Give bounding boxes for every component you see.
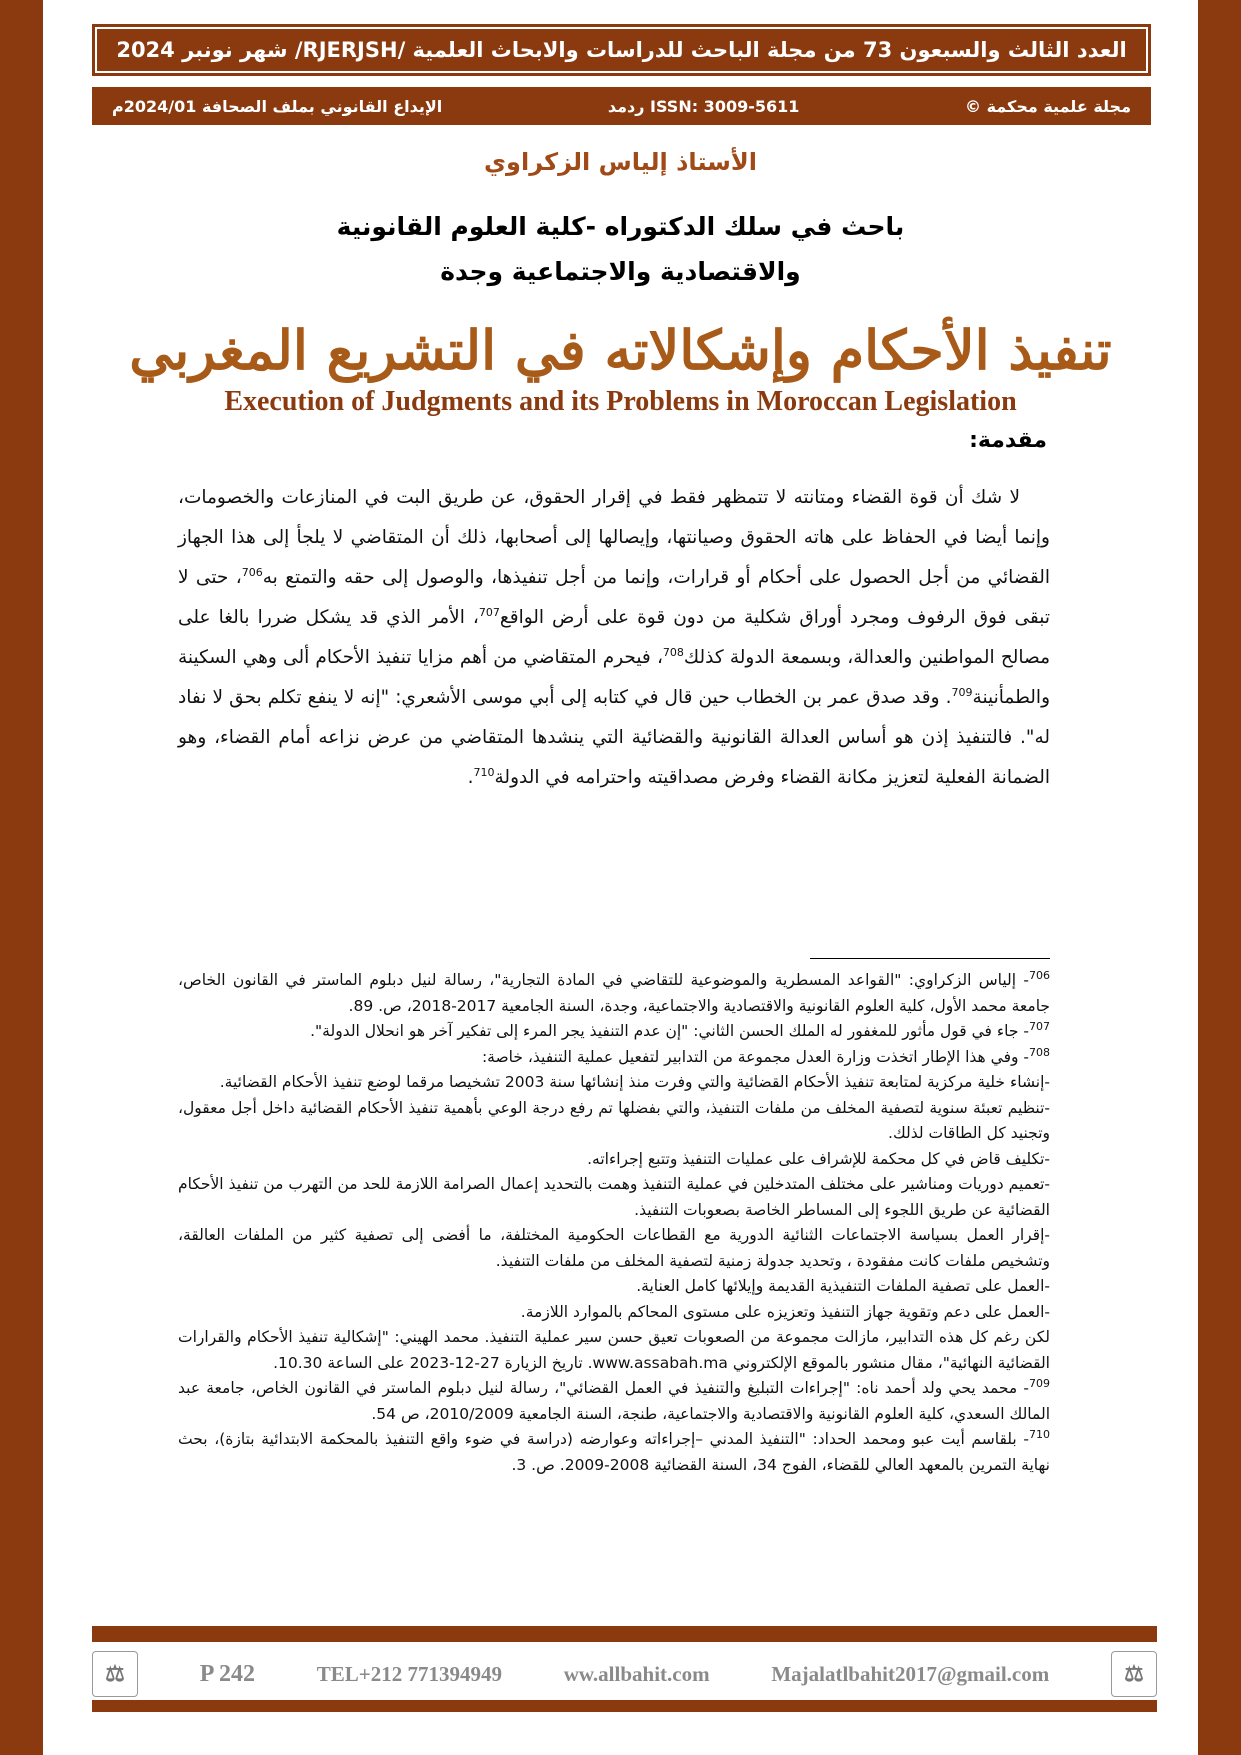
footer-email[interactable]: Majalatlbahit2017@gmail.com [771, 1661, 1050, 1686]
journal-subheader [92, 87, 1151, 125]
page-footer [92, 1656, 1157, 1692]
footnote-item: -العمل على تصفية الملفات التنفيذية القديمة وإيلائها كامل العناية. [636, 1277, 1050, 1295]
article-title-arabic: تنفيذ الأحكام وإشكالاته في التشريع المغربي [129, 318, 1112, 382]
legal-deposit: الإيداع القانوني بملف الصحافة 2024/01م [112, 96, 443, 116]
footnote-ref[interactable]: 707 [478, 605, 500, 619]
footer-website[interactable]: ww.allbahit.com [563, 1661, 710, 1686]
footnote-divider [810, 958, 1050, 959]
footnote-item: لكن رغم كل هذه التدابير، مازالت مجموعة من الصعوبات تعيق حسن سير عملية التنفيذ. محمد الهيني: "إشكالية تنفيذ الأحكام والقرارات القضائية النهائية"، مقال منشور بالموقع الإلكتروني www.assabah.ma. تاريخ الزيارة 27-12-2023 على الساعة 10.30. [178, 1328, 1050, 1372]
journal-issue-line: العدد الثالث والسبعون 73 من مجلة الباحث للدراسات والابحاث العلمية /RJERJSH/ شهر نونبر 2024 [116, 38, 1127, 62]
footnote-ref[interactable]: 709 [951, 685, 973, 699]
footnote-706: $^{706}$- إلياس الزكراوي: "القواعد المسطرية والموضوعية للتقاضي في المادة التجارية"، رسالة لنيل دبلوم الماستر في القانون الخاص، جامعة محمد الأول، كلية العلوم القانونية والاقتصادية والاجتماعية، وجدة، السنة الجامعية 2017-2018، ص. 89. [178, 968, 1050, 1015]
article-title-english: Execution of Judgments and its Problems in Moroccan Legislation [224, 386, 1017, 417]
footnote-ref[interactable]: 708 [662, 645, 684, 659]
issn: ردمد ISSN: 3009-5611 [607, 96, 800, 116]
footnote-ref[interactable]: 710 [473, 765, 495, 779]
footnote-item: -تكليف قاض في كل محكمة للإشراف على عمليات التنفيذ وتتبع إجراءاته. [587, 1149, 1050, 1168]
journal-emblem-icon: ⚖ [1111, 1651, 1157, 1697]
footnote-ref[interactable]: 706 [241, 565, 263, 579]
footnote-item: -إقرار العمل بسياسة الاجتماعات الثنائية الدورية مع القطاعات الحكومية المختلفة، ما أفضى إلى تصفية كثير من الملفات العالقة، وتشخيص ملفات كانت مفقودة ، وتحديد جدولة زمنية لتصفية المخلف من ملفات التنفيذ. [178, 1226, 1050, 1270]
footnote-710: $^{710}$- بلقاسم أيت عبو ومحمد الحداد: "التنفيذ المدني –إجراءاته وعوارضه (دراسة في ضوء واقع التنفيذ بالمحكمة الابتدائية بتازة)، بحث نهاية التمرين بالمعهد العالي للقضاء، الفوج 34، السنة القضائية 2008-2009. ص. 3. [178, 1427, 1050, 1474]
footnote-item: -إنشاء خلية مركزية لمتابعة تنفيذ الأحكام القضائية والتي وفرت منذ إنشائها سنة 2003 تشخيصا مرقما لوضع تنفيذ الأحكام القضائية. [219, 1073, 1050, 1091]
affiliation-line: والاقتصادية والاجتماعية وجدة [440, 257, 801, 286]
affiliation-line: باحث في سلك الدكتوراه -كلية العلوم القانونية [336, 212, 905, 241]
page-number: P 242 [199, 1660, 256, 1687]
footer-phone: TEL+212 771394949 [316, 1661, 503, 1686]
footnote-709: $^{709}$- محمد يحي ولد أحمد ناه: "إجراءات التبليغ والتنفيذ في العمل القضائي"، رسالة لنيل دبلوم الماستر في القانون الخاص، جامعة عبد المالك السعدي، كلية العلوم القانونية والاقتصادية والاجتماعية، طنجة، السنة الجامعية 2010/2009، ص 54. [178, 1376, 1050, 1423]
footnotes [178, 968, 1050, 1478]
footer-bar [92, 1700, 1157, 1712]
right-border-bar [1198, 0, 1241, 1755]
author-name: الأستاذ إلياس الزكراوي [484, 148, 757, 176]
intro-heading: مقدمة: [969, 428, 1047, 453]
intro-paragraph: لا شك أن قوة القضاء ومتانته لا تتمظهر فقط في إقرار الحقوق، عن طريق البت في المنازعات والخصومات، وإنما أيضا في الحفاظ على هاته الحقوق وصيانتها، وإيصالها إلى أصحابها، ذلك أن المتقاضي لا يلجأ إلى هذا الجهاز القضائي من أجل الحصول على أحكام أو قرارات، وإنما من أجل تنفيذها، والوصول إلى حقه والتمتع به$^{706}$، حتى لا تبقى فوق الرفوف ومجرد أوراق شكلية من دون قوة على أرض الواقع$^{707}$، الأمر الذي قد يشكل ضررا بالغا على مصالح المواطنين والعدالة، وبسمعة الدولة كذلك$^{708}$، فيحرم المتقاضي من أهم مزايا تنفيذ الأحكام ألى وهي السكينة والطمأنينة$^{709}$. وقد صدق عمر بن الخطاب حين قال في كتابه إلى أبي موسى الأشعري: "إنه لا ينفع تكلم بحق لا نفاد له". فالتنفيذ إذن هو أساس العدالة القانونية والقضائية التي ينشدها المتقاضي من عرض نزاعه أمام القضاء، وهو الضمانة الفعلية لتعزيز مكانة القضاء وفرض مصداقيته واحترامه في الدولة$^{710}$. [178, 487, 1051, 788]
footnote-item: -تنظيم تعبئة سنوية لتصفية المخلف من ملفات التنفيذ، والتي بفضلها تم رفع درجة الوعي بأهمية تنفيذ الأحكام القضائية داخل أجل معقول، وتجنيد كل الطاقات لذلك. [178, 1098, 1050, 1142]
footnote-707: $^{707}$- جاء في قول مأثور للمغفور له الملك الحسن الثاني: "إن عدم التنفيذ يجر المرء إلى تفكير آخر هو انحلال الدولة". [310, 1019, 1050, 1040]
footnote-item: -تعميم دوريات ومناشير على مختلف المتدخلين في عملية التنفيذ وهمت بالتحديد إعمال الصرامة اللازمة للحد من التهرب من تنفيذ الأحكام القضائية عن طريق اللجوء إلى المساطر الخاصة بصعوبات التنفيذ. [178, 1175, 1050, 1219]
left-border-bar [0, 0, 43, 1755]
author-affiliation [250, 204, 991, 294]
footnote-item: -العمل على دعم وتقوية جهاز التنفيذ وتعزيزه على مستوى المحاكم بالموارد اللازمة. [520, 1302, 1050, 1321]
journal-header [92, 24, 1151, 76]
journal-label: مجلة علمية محكمة © [965, 96, 1131, 116]
footnote-708: $^{708}$- وفي هذا الإطار اتخذت وزارة العدل مجموعة من التدابير لتفعيل عملية التنفيذ، خاصة: [481, 1045, 1050, 1066]
footer-bar [92, 1626, 1157, 1642]
journal-emblem-icon: ⚖ [92, 1651, 138, 1697]
